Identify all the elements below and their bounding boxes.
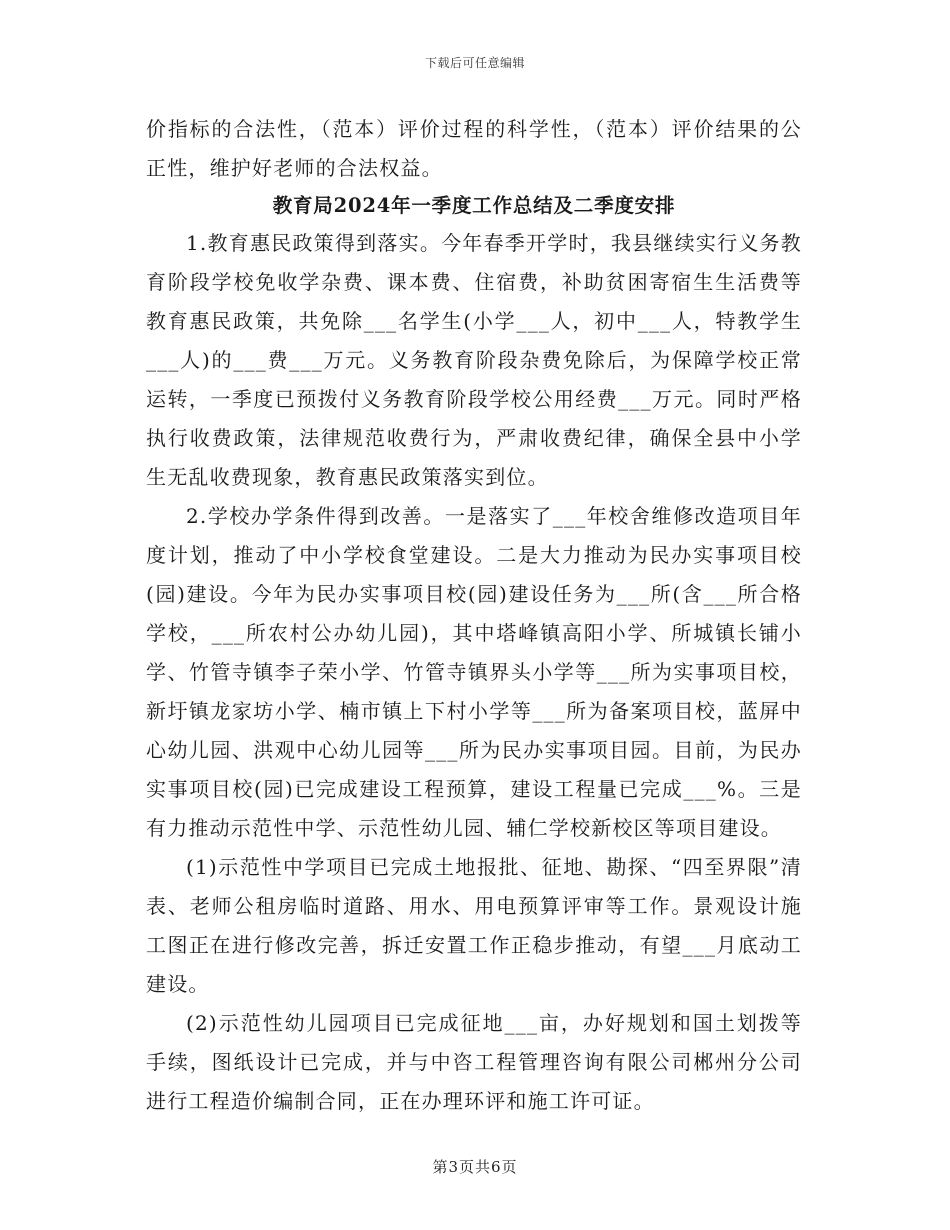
- paragraph-conditions: 2.学校办学条件得到改善。一是落实了___年校舍维修改造项目年度计划，推动了中小学校食堂建设。二是大力推动为民办实事项目校(园)建设。今年为民办实事项目校(园)建设任务为___所(含___所合格学校，___所农村公办幼儿园)，其中塔峰镇高阳小学、所城镇长铺小学、竹管寺镇李子荣小学、竹管寺镇界头小学等___所为实事项目校，新圩镇龙家坊小学、楠市镇上下村小学等___所为备案项目校，蓝屏中心幼儿园、洪观中心幼儿园等___所为民办实事项目园。目前，为民办实事项目校(园)已完成建设工程预算，建设工程量已完成___%。三是有力推动示范性中学、示范性幼儿园、辅仁学校新校区等项目建设。: [146, 504, 802, 840]
- lead-paragraph: 价指标的合法性，（范本）评价过程的科学性，（范本）评价结果的公正性，维护好老师的合法权益。: [146, 117, 802, 180]
- paragraph-middle-school: (1)示范性中学项目已完成土地报批、征地、勘探、“四至界限”清表、老师公租房临时道路、用水、用电预算评审等工作。景观设计施工图正在进行修改完善，拆迁安置工作正稳步推动，有望___月底动工建设。: [146, 855, 802, 996]
- page-indicator: 第3页共6页: [432, 1158, 518, 1176]
- document-title: 教育局2024年一季度工作总结及二季度安排: [272, 194, 676, 217]
- header-note: 下载后可任意编辑: [424, 56, 525, 70]
- paragraph-kindergarten: (2)示范性幼儿园项目已完成征地___亩，办好规划和国土划拨等手续，图纸设计已完成，并与中咨工程管理咨询有限公司郴州分公司进行工程造价编制合同，正在办理环评和施工许可证。: [146, 1011, 802, 1113]
- paragraph-policy: 1.教育惠民政策得到落实。今年春季开学时，我县继续实行义务教育阶段学校免收学杂费、课本费、住宿费，补助贫困寄宿生生活费等教育惠民政策，共免除___名学生(小学___人，初中___人，特教学生___人)的___费___万元。义务教育阶段杂费免除后，为保障学校正常运转，一季度已预拨付义务教育阶段学校公用经费___万元。同时严格执行收费政策，法律规范收费行为，严肃收费纪律，确保全县中小学生无乱收费现象，教育惠民政策落实到位。: [146, 231, 802, 489]
- document-body: [146, 110, 802, 1121]
